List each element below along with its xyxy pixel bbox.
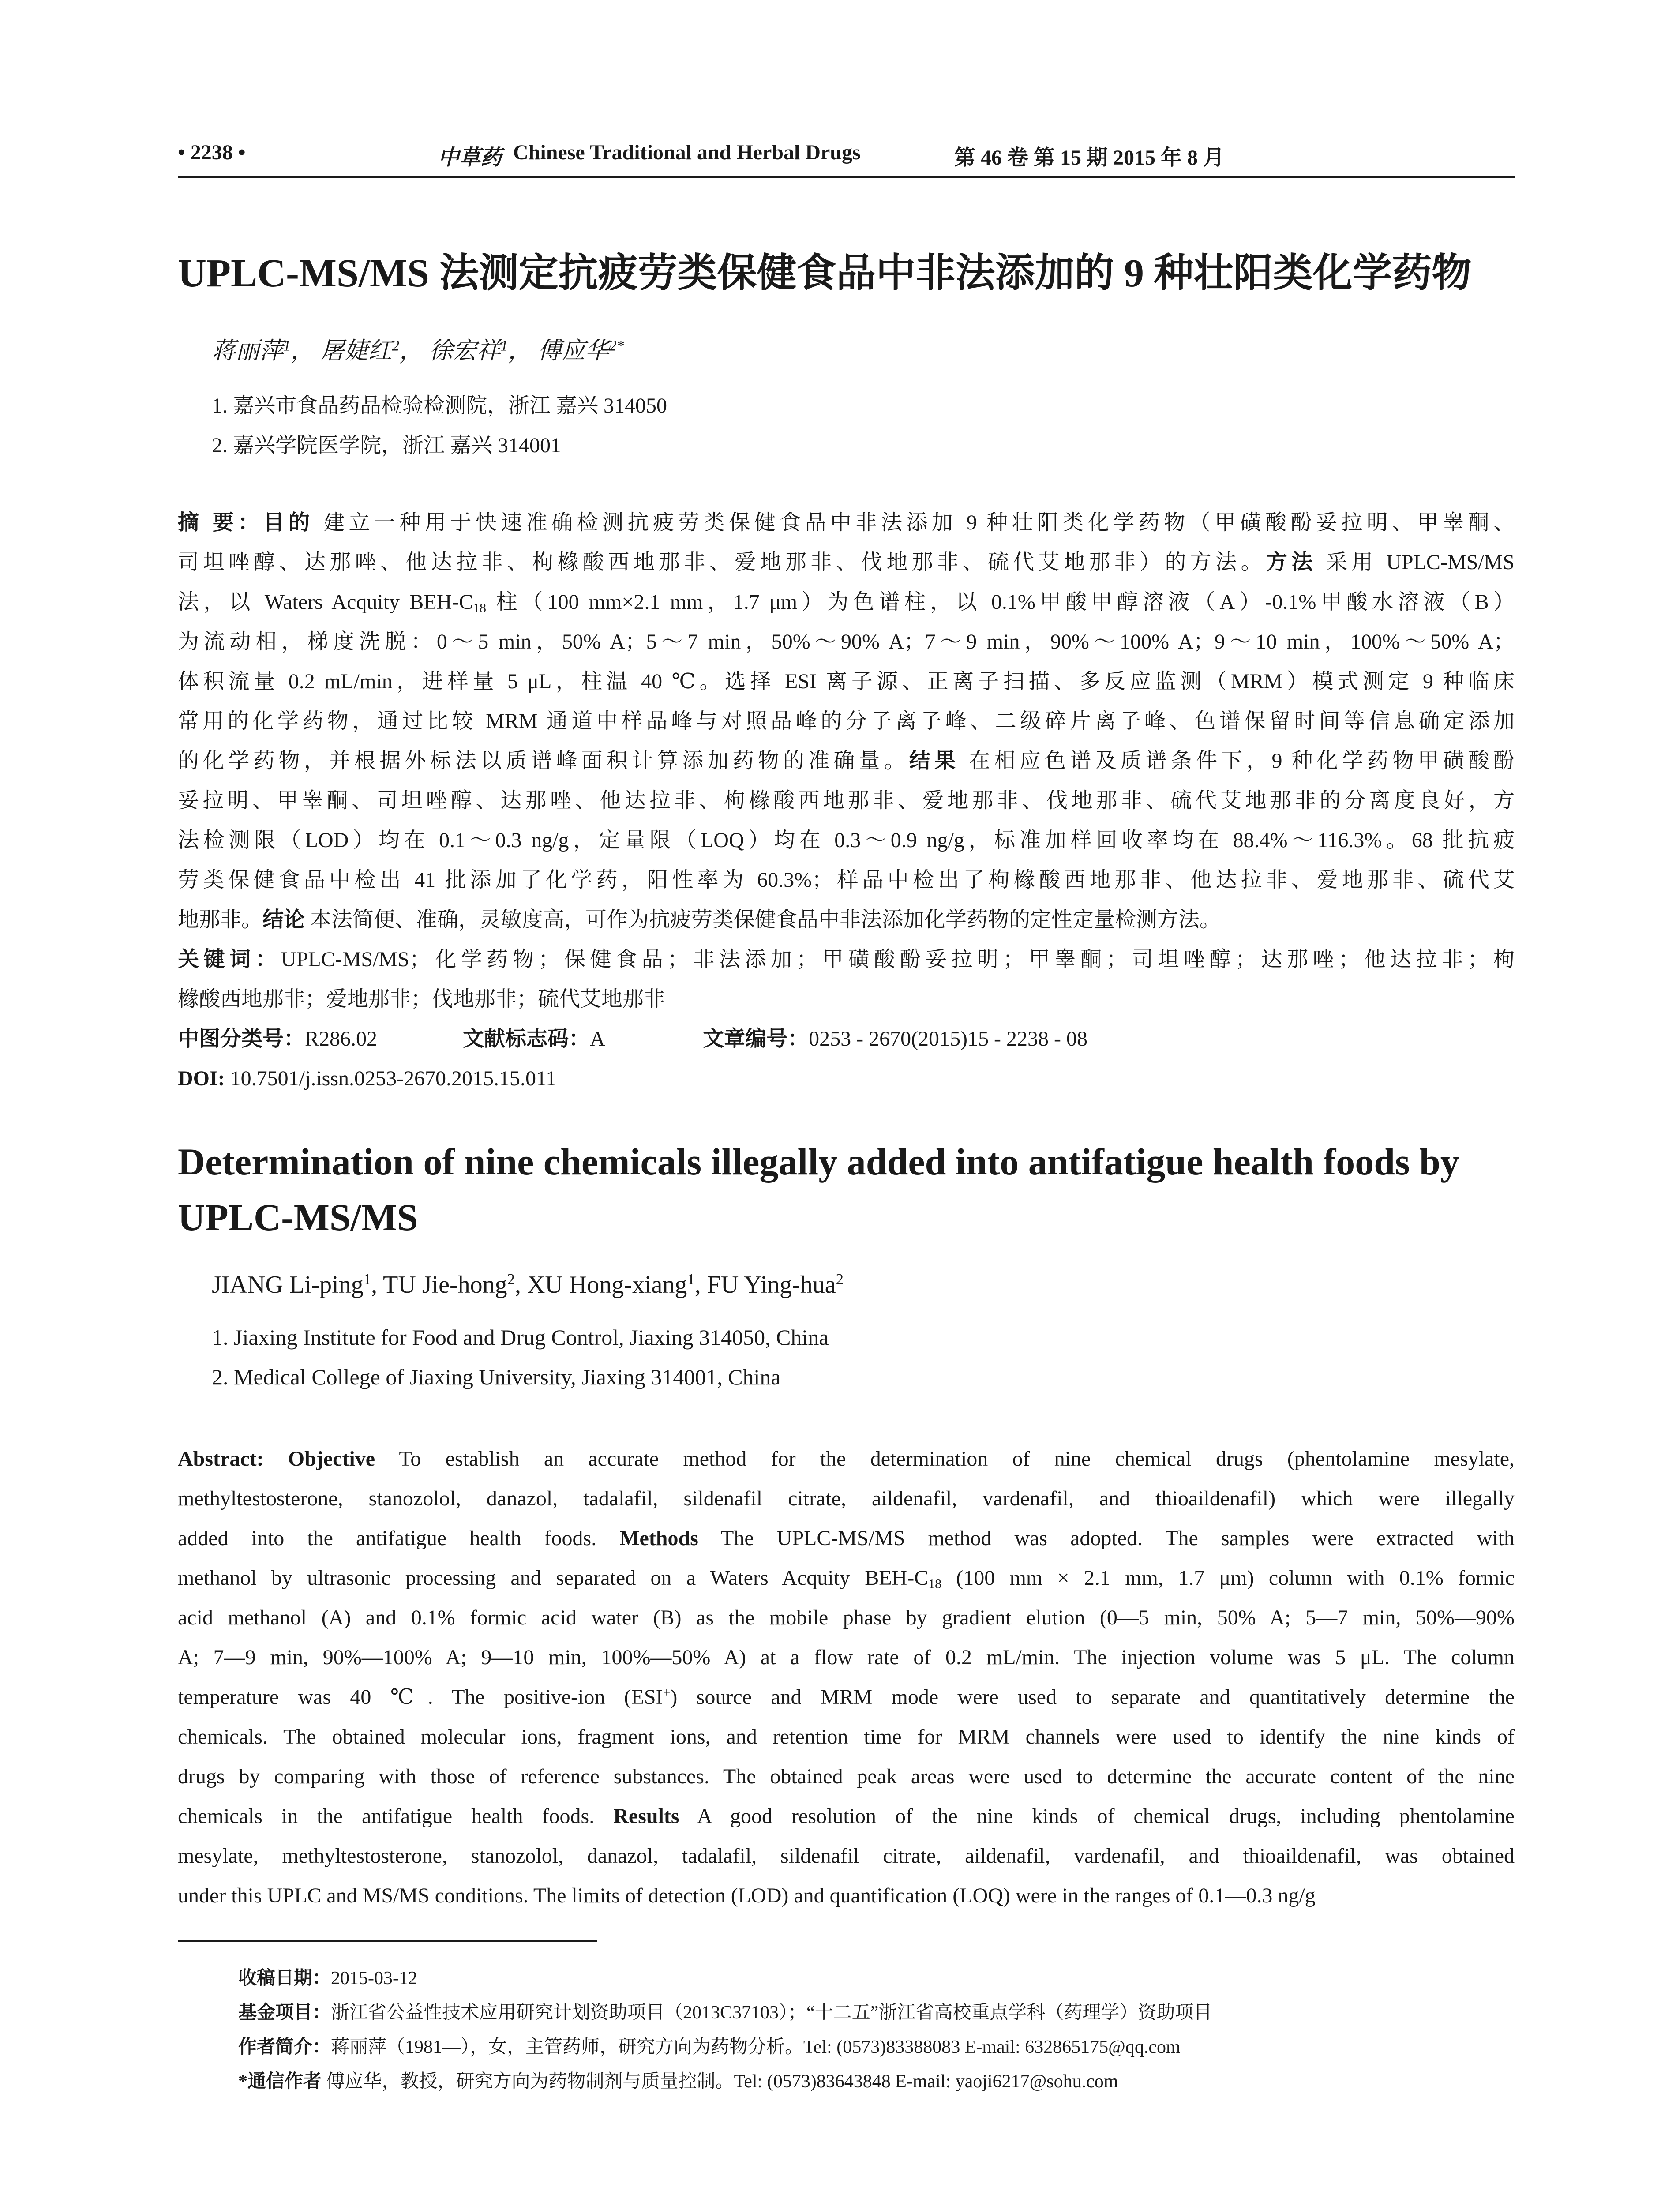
abstract-text: under this UPLC and MS/MS conditions. The limits of detection (LOD) and quantification (LOQ) were in the ranges of 0.1—0.3 ng/g <box>178 1884 1316 1907</box>
abstract-text: 法检测限（LOD）均在 0.1～0.3 ng/g，定量限（LOQ）均在 0.3～0.9 ng/g，标准加样回收率均在 88.4%～116.3%。68 批抗疲 <box>178 829 1515 852</box>
footnote-author-bio: 作者简介：蒋丽萍（1981—），女，主管药师，研究方向为药物分析。Tel: (0573)83388083 E-mail: 632865175@qq.com <box>238 2037 1181 2057</box>
abstract-line <box>178 1677 1515 1717</box>
keywords-line-2: 橼酸西地那非；爱地那非；伐地那非；硫代艾地那非 <box>178 987 665 1011</box>
abstract-line <box>178 1757 1515 1797</box>
abstract-text: (100 mm × 2.1 mm, 1.7 μm) column with 0.1% formic <box>941 1566 1515 1590</box>
author-name: 徐宏祥 <box>429 338 501 364</box>
author-name: FU Ying-hua <box>707 1271 836 1298</box>
abstract-text: 方法 <box>1266 551 1317 574</box>
classification-line <box>178 1019 1515 1059</box>
abstract-text: added into the antifatigue health foods. <box>178 1527 620 1550</box>
abstract-text: 柱（100 mm×2.1 mm，1.7 μm）为色谱柱，以 0.1%甲酸甲醇溶液（A）-0.1%甲酸水溶液（B） <box>486 590 1515 614</box>
abstract-text: Abstract: Objective <box>178 1447 375 1471</box>
authors-cn: 蒋丽萍$^1$， 屠婕红$^2$， 徐宏祥$^1$， 傅应华$^{2*}$ <box>212 338 624 364</box>
author-aff: 1 <box>283 338 291 354</box>
abstract-text: 地那非。 <box>178 908 263 931</box>
keywords-line-1: 关键词：UPLC-MS/MS；化学药物；保健食品；非法添加；甲磺酸酚妥拉明；甲睾酮；司坦唑醇；达那唑；他达拉非；枸 <box>178 948 1515 971</box>
abstract-text: methanol by ultrasonic processing and separated on a Waters Acquity BEH-C <box>178 1566 929 1590</box>
doi-line <box>178 1059 1515 1099</box>
abstract-line <box>178 702 1515 741</box>
clc-value: R286.02 <box>305 1027 378 1050</box>
affiliation-cn-1: 1. 嘉兴市食品药品检验检测院，浙江 嘉兴 314050 <box>212 394 668 417</box>
abstract-text: 建立一种用于快速准确检测抗疲劳类保健食品中非法添加 9 种壮阳类化学药物（甲磺酸酚妥拉明、甲睾酮、 <box>314 511 1515 534</box>
doc-code-value: A <box>590 1027 604 1050</box>
abstract-line <box>178 1439 1515 1479</box>
abstract-line <box>178 781 1515 821</box>
abstract-line <box>178 662 1515 702</box>
running-header <box>178 140 1515 176</box>
abstract-text: Results <box>613 1805 679 1828</box>
abstract-text: + <box>663 1685 671 1700</box>
abstract-text: acid methanol (A) and 0.1% formic acid water (B) as the mobile phase by gradient elution (0—5 min, 50% A; 5—7 min, 50%—90% <box>178 1606 1515 1629</box>
abstract-text: 法，以 Waters Acquity BEH-C <box>178 590 473 614</box>
keywords-label: 关键词： <box>178 948 281 971</box>
abstract-line <box>178 1558 1515 1598</box>
keywords-cn <box>178 940 1515 1019</box>
abstract-text: Methods <box>619 1527 698 1550</box>
abstract-label: 摘 要： <box>178 511 263 534</box>
author-aff: 2 <box>836 1270 844 1288</box>
abstract-text: 结论 <box>262 908 305 931</box>
journal-name-cn: 中草药 <box>438 146 502 169</box>
abstract-line <box>178 860 1515 900</box>
abstract-text: chemicals. The obtained molecular ions, fragment ions, and retention time for MRM channels were used to identify the nine kinds of <box>178 1725 1515 1748</box>
abstract-text: chemicals in the antifatigue health foods. <box>178 1805 614 1828</box>
abstract-text: 的化学药物，并根据外标法以质谱峰面积计算添加药物的准确量。 <box>178 749 909 773</box>
clc-label: 中图分类号： <box>178 1027 305 1050</box>
abstract-line <box>178 543 1515 582</box>
abstract-line <box>178 1598 1515 1638</box>
affiliation-en-2: 2. Medical College of Jiaxing University, Jiaxing 314001, China <box>212 1365 781 1389</box>
page-number: • 2238 • <box>178 141 246 164</box>
abstract-text: 司坦唑醇、达那唑、他达拉非、枸橼酸西地那非、爱地那非、伐地那非、硫代艾地那非）的方法。 <box>178 551 1266 574</box>
author-name: 傅应华 <box>537 338 609 364</box>
author-aff: 1 <box>500 338 508 354</box>
abstract-text: 常用的化学药物，通过比较 MRM 通道中样品峰与对照品峰的分子离子峰、二级碎片离子峰、色谱保留时间等信息确定添加 <box>178 709 1515 733</box>
author-name: 蒋丽萍 <box>212 338 283 364</box>
footnote-rule <box>178 1940 597 1942</box>
abstract-text: To establish an accurate method for the determination of nine chemical drugs (phentolamine mesylate, <box>375 1447 1515 1471</box>
author-aff: 2 <box>392 338 399 354</box>
authors-en: JIANG Li-ping$^1$, TU Jie-hong$^2$, XU Hong-xiang$^1$, FU Ying-hua$^2$ <box>212 1270 844 1298</box>
abstract-text: 目的 <box>263 511 314 534</box>
abstract-line <box>178 1876 1515 1916</box>
title-cn: UPLC-MS/MS 法测定抗疲劳类保健食品中非法添加的 9 种壮阳类化学药物 <box>178 251 1472 295</box>
article-no-value: 0253 - 2670(2015)15 - 2238 - 08 <box>809 1027 1088 1050</box>
abstract-text: temperature was 40 ℃. The positive-ion (ESI <box>178 1685 663 1709</box>
abstract-text: The UPLC-MS/MS method was adopted. The samples were extracted with <box>698 1527 1515 1550</box>
affiliation-en-1: 1. Jiaxing Institute for Food and Drug Control, Jiaxing 314050, China <box>212 1325 829 1350</box>
abstract-line <box>178 1519 1515 1558</box>
abstract-text: ) source and MRM mode were used to separate and quantitatively determine the <box>670 1685 1515 1709</box>
abstract-line <box>178 503 1515 543</box>
footnote-funding: 基金项目：浙江省公益性技术应用研究计划资助项目（2013C37103）；“十二五”浙江省高校重点学科（药理学）资助项目 <box>238 2003 1212 2023</box>
abstract-line <box>178 821 1515 860</box>
abstract-text: A good resolution of the nine kinds of chemical drugs, including phentolamine <box>679 1805 1515 1828</box>
abstract-text: 18 <box>473 600 486 615</box>
abstract-line <box>178 1836 1515 1876</box>
abstract-text: 体积流量 0.2 mL/min，进样量 5 μL，柱温 40 ℃。选择 ESI 离子源、正离子扫描、多反应监测（MRM）模式测定 9 种临床 <box>178 670 1515 693</box>
author-name: JIANG Li-ping <box>212 1271 364 1298</box>
abstract-line <box>178 1638 1515 1677</box>
author-aff: 2* <box>609 338 624 354</box>
title-en: Determination of nine chemicals illegally added into antifatigue health foods by UPLC-MS/MS <box>178 1141 1459 1238</box>
footnote-received: 收稿日期：2015-03-12 <box>238 1968 417 1988</box>
abstract-line <box>178 900 1515 940</box>
abstract-text: methyltestosterone, stanozolol, danazol, tadalafil, sildenafil citrate, aildenafil, vardenafil, and thioaildenafil) which were illegally <box>178 1487 1515 1510</box>
journal-name-en: Chinese Traditional and Herbal Drugs <box>513 141 861 164</box>
author-aff: 1 <box>687 1270 695 1288</box>
abstract-line <box>178 1717 1515 1757</box>
doi-value: 10.7501/j.issn.0253-2670.2015.15.011 <box>230 1067 557 1090</box>
author-name: XU Hong-xiang <box>527 1271 687 1298</box>
abstract-line <box>178 1797 1515 1836</box>
issue-info: 第 46 卷 第 15 期 2015 年 8 月 <box>954 146 1225 169</box>
abstract-line <box>178 1479 1515 1519</box>
abstract-cn <box>178 503 1515 944</box>
abstract-text: 18 <box>928 1576 941 1591</box>
doi-label: DOI: <box>178 1067 225 1090</box>
abstract-line <box>178 622 1515 662</box>
abstract-text: drugs by comparing with those of reference substances. The obtained peak areas were used to determine the accurate content of the nine <box>178 1765 1515 1788</box>
author-name: 屠婕红 <box>320 338 392 364</box>
abstract-text: 在相应色谱及质谱条件下，9 种化学药物甲磺酸酚 <box>960 749 1515 773</box>
abstract-text: 结果 <box>909 749 960 773</box>
abstract-text: 为流动相，梯度洗脱：0～5 min，50% A；5～7 min，50%～90% A；7～9 min，90%～100% A；9～10 min，100%～50% A； <box>178 630 1515 653</box>
author-name: TU Jie-hong <box>383 1271 507 1298</box>
abstract-text: mesylate, methyltestosterone, stanozolol, danazol, tadalafil, sildenafil citrate, aildenafil, vardenafil, and thioaildenafil, was obtained <box>178 1844 1515 1868</box>
footnote-corresponding: *通信作者 傅应华，教授，研究方向为药物制剂与质量控制。Tel: (0573)83643848 E-mail: yaoji6217@sohu.com <box>238 2071 1118 2092</box>
author-aff: 1 <box>363 1270 371 1288</box>
abstract-en <box>178 1439 1515 1920</box>
abstract-text: 妥拉明、甲睾酮、司坦唑醇、达那唑、他达拉非、枸橼酸西地那非、爱地那非、伐地那非、硫代艾地那非的分离度良好，方 <box>178 789 1515 812</box>
abstract-text: 劳类保健食品中检出 41 批添加了化学药，阳性率为 60.3%；样品中检出了枸橼酸西地那非、他达拉非、爱地那非、硫代艾 <box>178 868 1515 892</box>
abstract-text: 本法简便、准确，灵敏度高，可作为抗疲劳类保健食品中非法添加化学药物的定性定量检测方法。 <box>305 908 1221 931</box>
doc-code-label: 文献标志码： <box>463 1027 590 1050</box>
abstract-text: A; 7—9 min, 90%—100% A; 9—10 min, 100%—50% A) at a flow rate of 0.2 mL/min. The injection volume was 5 μL. The column <box>178 1646 1515 1669</box>
article-no-label: 文章编号： <box>703 1027 809 1050</box>
header-rule <box>178 176 1515 178</box>
abstract-text: 采用 UPLC-MS/MS <box>1316 551 1515 574</box>
affiliation-cn-2: 2. 嘉兴学院医学院，浙江 嘉兴 314001 <box>212 434 562 457</box>
author-aff: 2 <box>507 1270 515 1288</box>
abstract-line <box>178 741 1515 781</box>
abstract-line <box>178 582 1515 622</box>
